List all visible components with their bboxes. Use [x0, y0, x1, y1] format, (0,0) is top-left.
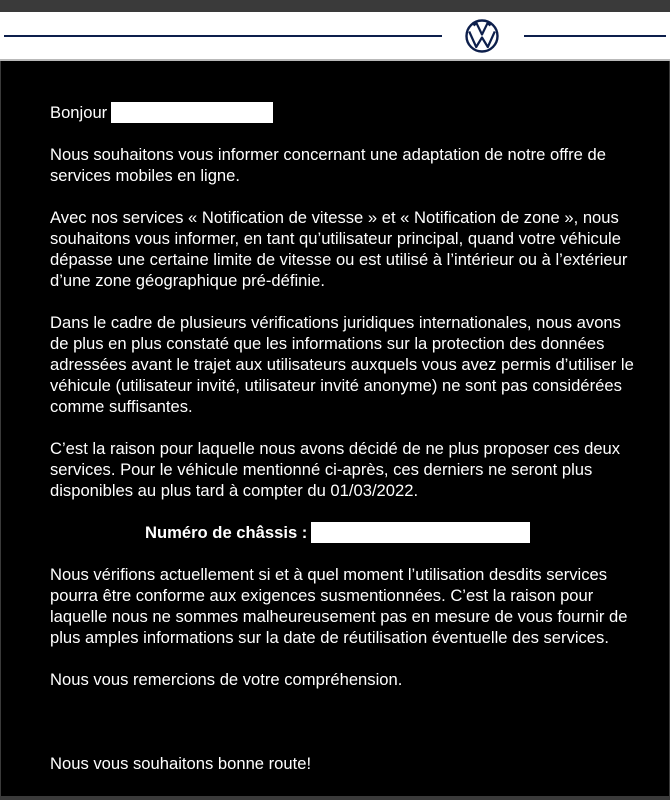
chassis-number-label: Numéro de châssis : [145, 523, 308, 542]
closing-line: Nous vous souhaitons bonne route! [50, 754, 312, 773]
paragraph-intro: Nous souhaitons vous informer concernant une adaptation de notre offre de services mobiles en ligne. [50, 145, 606, 185]
window-bottom-strip [0, 796, 670, 800]
window-top-strip [0, 0, 670, 12]
header-rule-left [4, 35, 442, 37]
chassis-number-line [50, 522, 640, 543]
paragraph-discontinuation: C’est la raison pour laquelle nous avons décidé de ne plus proposer ces deux services. Pour le véhicule mentionné ci-après, ces derniers ne seront plus disponibles au plus tard à compter du 01/03/2022. [50, 439, 621, 500]
volkswagen-logo-icon [465, 19, 499, 53]
redacted-recipient-name [111, 102, 273, 123]
paragraph-verification: Nous vérifions actuellement si et à quel moment l’utilisation desdits services pourra être conforme aux exigences susmentionnées. C’est la raison pour laquelle nous ne sommes malheureusement pas en mesure de vous fournir de plus amples informations sur la date de réutilisation éventuelle des services. [50, 565, 628, 647]
paragraph-thanks: Nous vous remercions de votre compréhension. [50, 670, 403, 689]
greeting-line [50, 102, 640, 123]
redacted-chassis-number [311, 522, 530, 543]
paragraph-legal: Dans le cadre de plusieurs vérifications juridiques internationales, nous avons de plus en plus constaté que les informations sur la protection des données adressées avant le trajet aux utilisateurs auxquels vous avez permis d’utiliser le véhicule (utilisateur invité, utilisateur invité anonyme) ne sont pas considérées comme suffisantes. [50, 313, 634, 416]
paragraph-services: Avec nos services « Notification de vitesse » et « Notification de zone », nous souhaitons vous informer, en tant qu’utilisateur principal, quand votre véhicule dépasse une certaine limite de vitesse ou est utilisé à l’intérieur ou à l’extérieur d’une zone géographique pré-définie. [50, 208, 628, 290]
spacer [50, 711, 640, 753]
greeting-text: Bonjour [50, 103, 108, 122]
header-rule-right [524, 35, 666, 37]
letter-body [50, 102, 640, 795]
email-header [0, 12, 670, 61]
